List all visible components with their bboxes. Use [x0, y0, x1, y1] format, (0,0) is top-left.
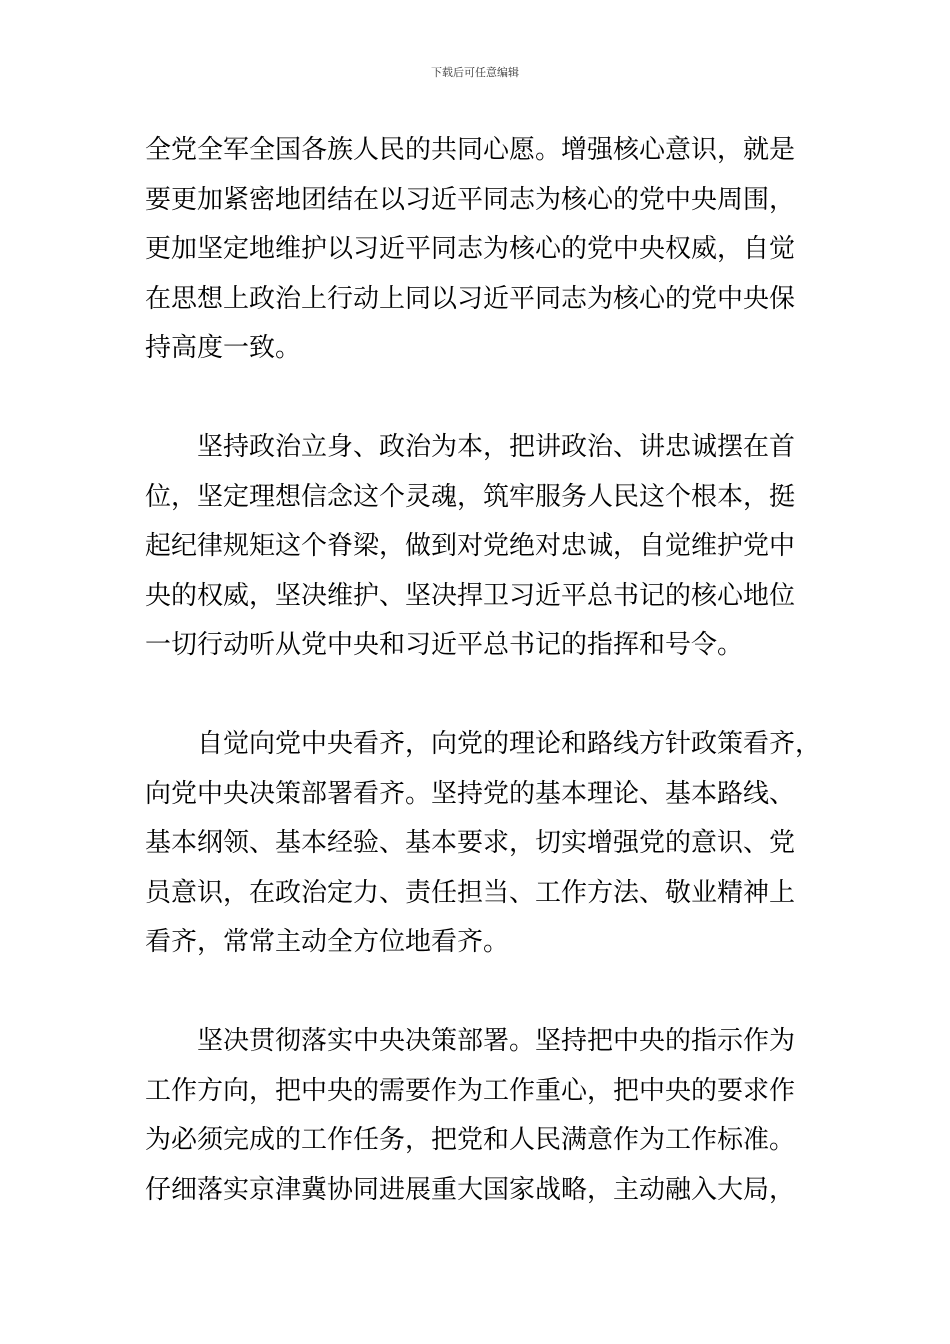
- text-line: 坚决贯彻落实中央决策部署。坚持把中央的指示作为: [197, 1026, 796, 1056]
- text-line: 仔细落实京津冀协同进展重大国家战略，主动融入大局，: [145, 1174, 796, 1205]
- text-line: 自觉向党中央看齐，向党的理论和路线方针政策看齐，: [197, 729, 822, 759]
- text-line: 坚持政治立身、政治为本，把讲政治、讲忠诚摆在首: [197, 432, 796, 462]
- text-line: 要更加紧密地团结在以习近平同志为核心的党中央周围，: [145, 184, 796, 215]
- text-line: 一切行动听从党中央和习近平总书记的指挥和号令。: [145, 630, 744, 660]
- page-header: 下载后可任意编辑: [431, 66, 519, 79]
- text-line: 工作方向，把中央的需要作为工作重心，把中央的要求作: [145, 1075, 796, 1106]
- text-line: 起纪律规矩这个脊梁，做到对党绝对忠诚，自觉维护党中: [145, 531, 796, 561]
- text-line: 员意识，在政治定力、责任担当、工作方法、敬业精神上: [145, 877, 796, 908]
- paragraph-2: [145, 423, 825, 671]
- text-line: 持高度一致。: [145, 333, 302, 363]
- text-line: 在思想上政治上行动上同以习近平同志为核心的党中央保: [145, 283, 796, 314]
- paragraph-1: [145, 126, 825, 374]
- document-body: [145, 126, 825, 1215]
- paragraph-4: [145, 1017, 825, 1215]
- text-line: 央的权威，坚决维护、坚决捍卫习近平总书记的核心地位: [145, 580, 796, 611]
- text-line: 看齐，常常主动全方位地看齐。: [145, 927, 510, 957]
- paragraph-3: [145, 720, 825, 968]
- text-line: 基本纲领、基本经验、基本要求，切实增强党的意识、党: [145, 828, 796, 858]
- text-line: 更加坚定地维护以习近平同志为核心的党中央权威，自觉: [145, 234, 796, 264]
- text-line: 为必须完成的工作任务，把党和人民满意作为工作标准。: [145, 1125, 796, 1155]
- text-line: 位，坚定理想信念这个灵魂，筑牢服务人民这个根本，挺: [145, 481, 796, 512]
- text-line: 向党中央决策部署看齐。坚持党的基本理论、基本路线、: [145, 778, 796, 809]
- text-line: 全党全军全国各族人民的共同心愿。增强核心意识，就是: [145, 135, 796, 165]
